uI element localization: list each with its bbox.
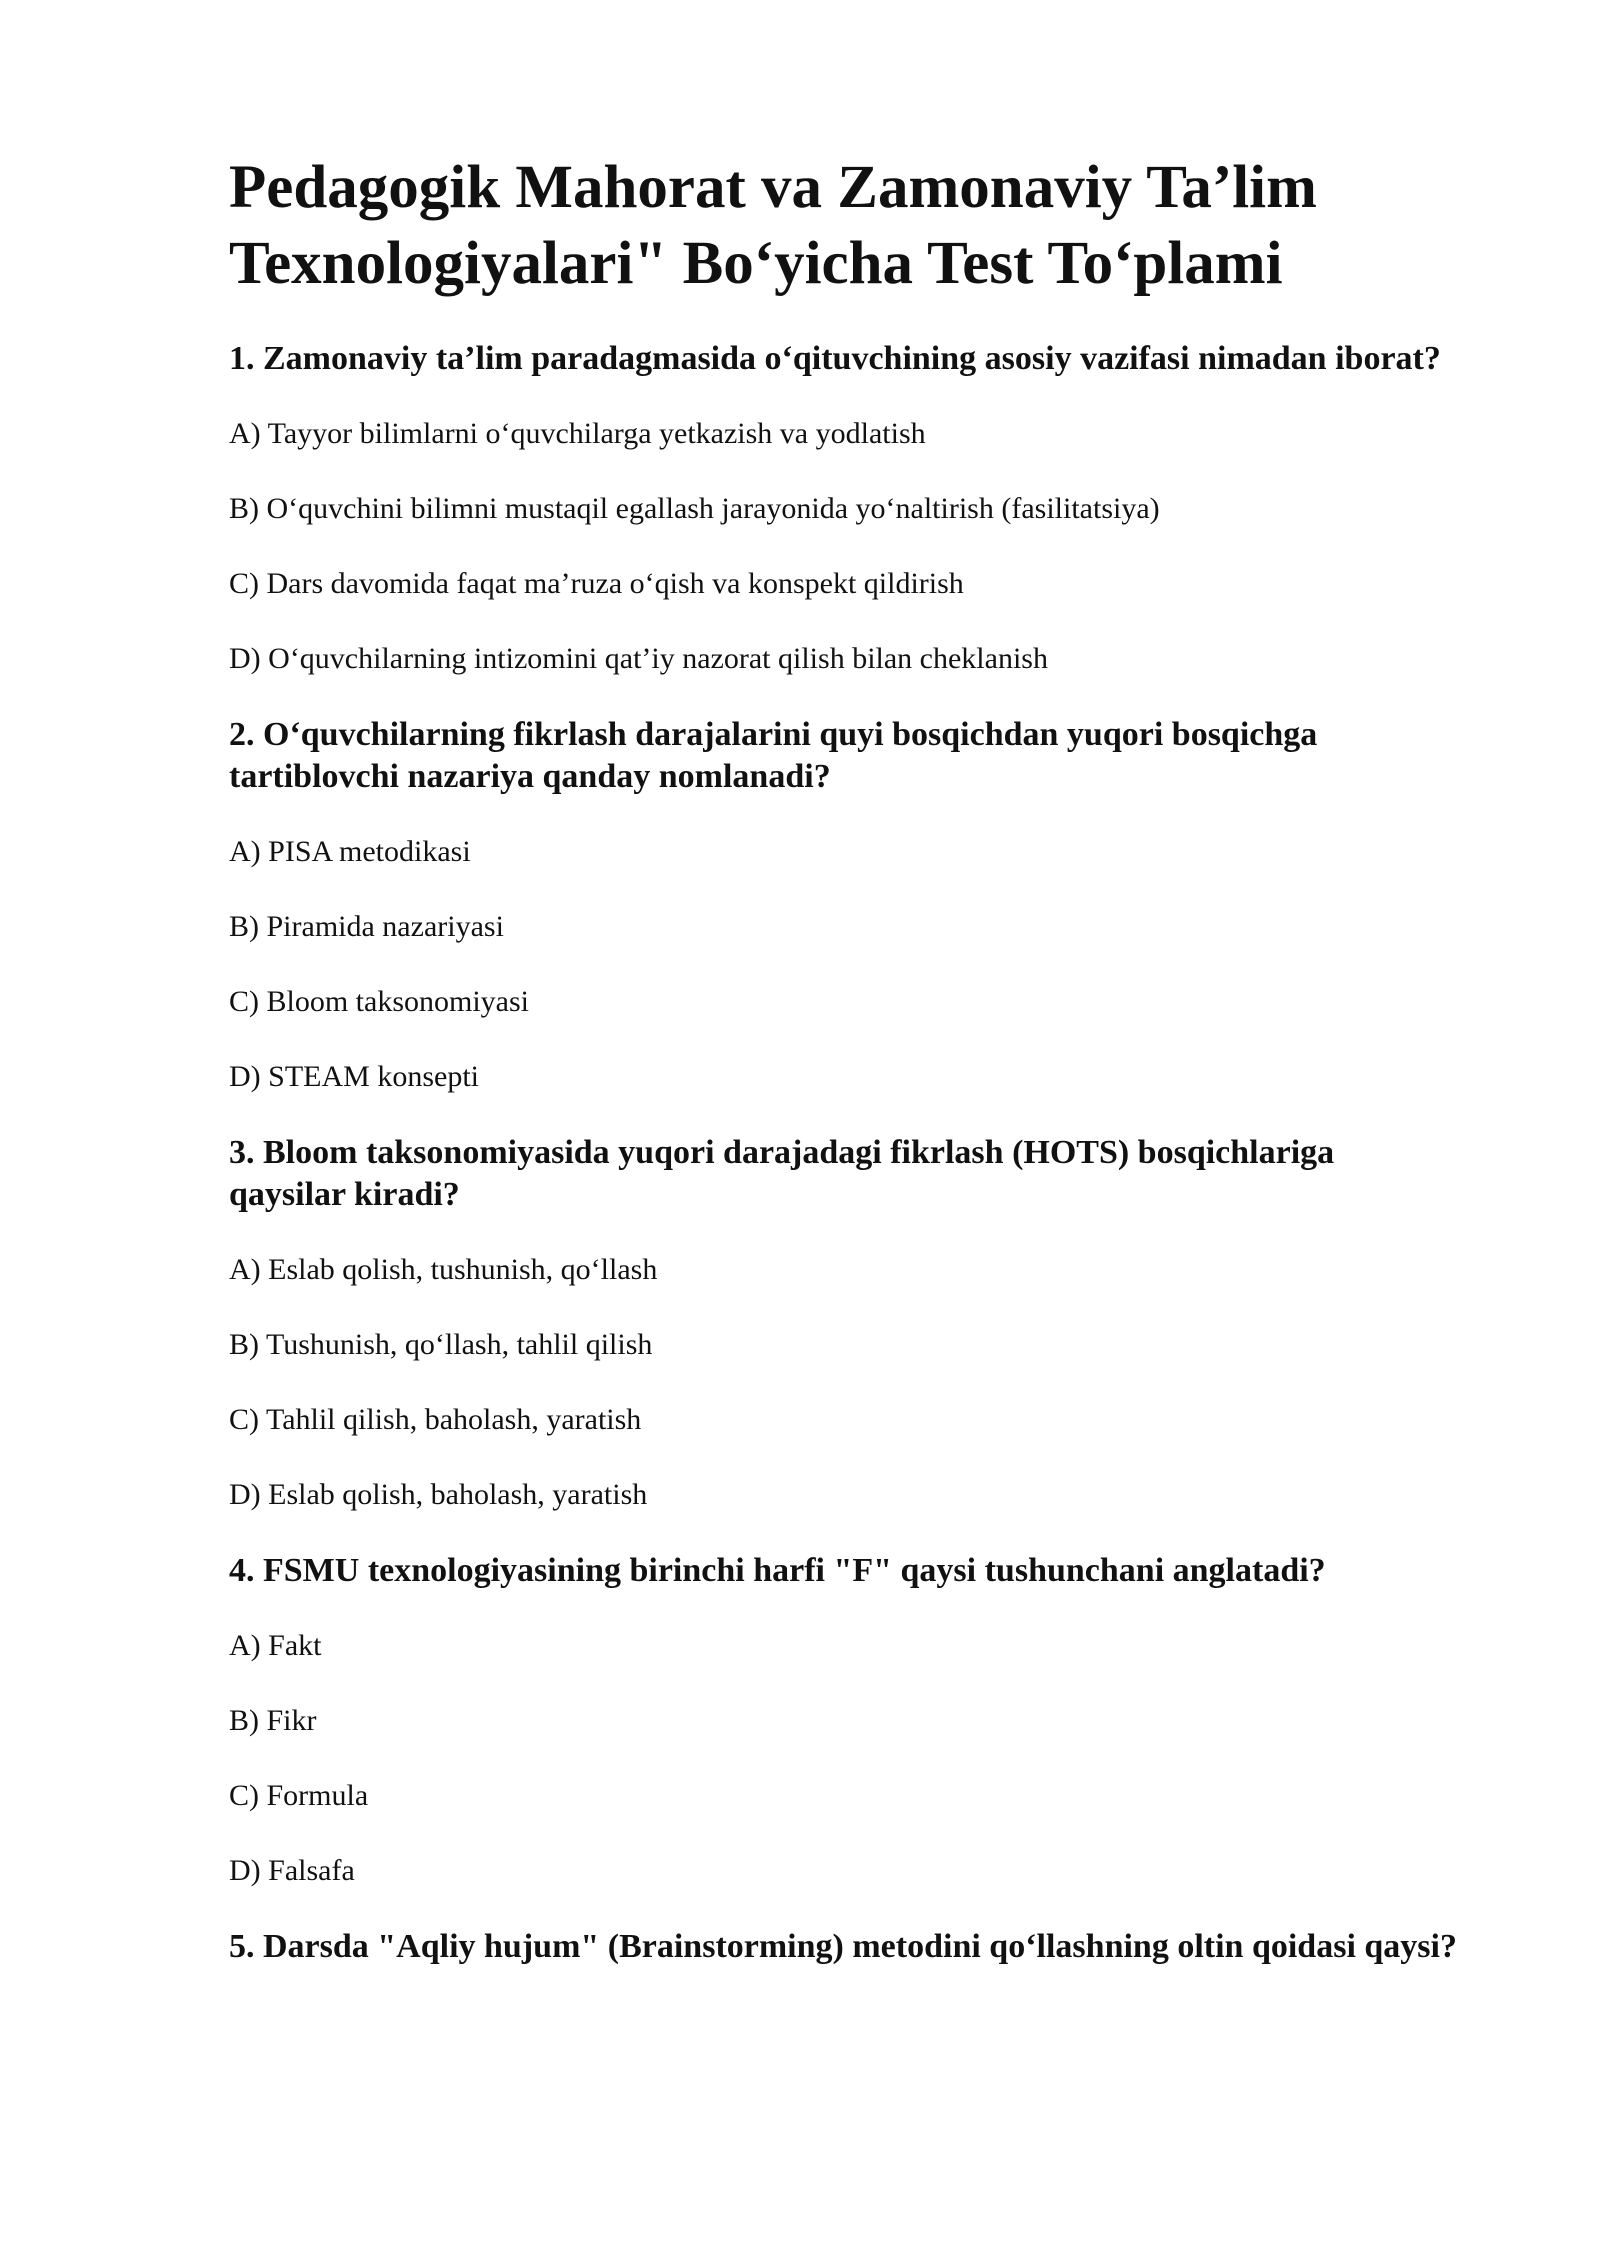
question-text: 1. Zamonaviy ta’lim paradagmasida o‘qituvchining asosiy vazifasi nimadan iborat? (229, 340, 1441, 377)
document-page (229, 150, 1459, 2002)
question-1 (229, 338, 1459, 679)
answer-option-d: D) O‘quvchilarning intizomini qat’iy nazorat qilish bilan cheklanish (229, 642, 1048, 675)
question-4 (229, 1550, 1459, 1891)
question-text: 2. O‘quvchilarning fikrlash darajalarini quyi bosqichdan yuqori bosqichga tartiblovchi nazariya qanday nomlanadi? (229, 716, 1318, 795)
question-3 (229, 1132, 1459, 1515)
question-text: 5. Darsda "Aqliy hujum" (Brainstorming) metodini qo‘llashning oltin qoidasi qaysi? (229, 1928, 1457, 1965)
answer-option-c: C) Bloom taksonomiyasi (229, 985, 529, 1018)
answer-option-a: A) Tayyor bilimlarni o‘quvchilarga yetkazish va yodlatish (229, 417, 926, 450)
question-2 (229, 714, 1459, 1097)
answer-option-d: D) Eslab qolish, baholash, yaratish (229, 1478, 648, 1511)
answer-option-d: D) Falsafa (229, 1854, 355, 1887)
answer-option-d: D) STEAM konsepti (229, 1060, 479, 1093)
answer-option-b: B) Fikr (229, 1704, 317, 1737)
answer-option-a: A) Fakt (229, 1629, 322, 1662)
question-5 (229, 1926, 1459, 1968)
answer-option-b: B) Piramida nazariyasi (229, 910, 504, 943)
answer-option-a: A) PISA metodikasi (229, 835, 471, 868)
question-text: 3. Bloom taksonomiyasida yuqori darajadagi fikrlash (HOTS) bosqichlariga qaysilar kiradi? (229, 1134, 1335, 1213)
answer-option-a: A) Eslab qolish, tushunish, qo‘llash (229, 1253, 658, 1286)
answer-option-b: B) Tushunish, qo‘llash, tahlil qilish (229, 1328, 653, 1361)
document-title: Pedagogik Mahorat va Zamonaviy Ta’lim Texnologiyalari" Bo‘yicha Test To‘plami (229, 154, 1317, 297)
question-text: 4. FSMU texnologiyasining birinchi harfi "F" qaysi tushunchani anglatadi? (229, 1552, 1326, 1589)
answer-option-c: C) Formula (229, 1779, 369, 1812)
answer-option-b: B) O‘quvchini bilimni mustaqil egallash jarayonida yo‘naltirish (fasilitatsiya) (229, 492, 1160, 525)
answer-option-c: C) Dars davomida faqat ma’ruza o‘qish va konspekt qildirish (229, 567, 964, 600)
answer-option-c: C) Tahlil qilish, baholash, yaratish (229, 1403, 642, 1436)
